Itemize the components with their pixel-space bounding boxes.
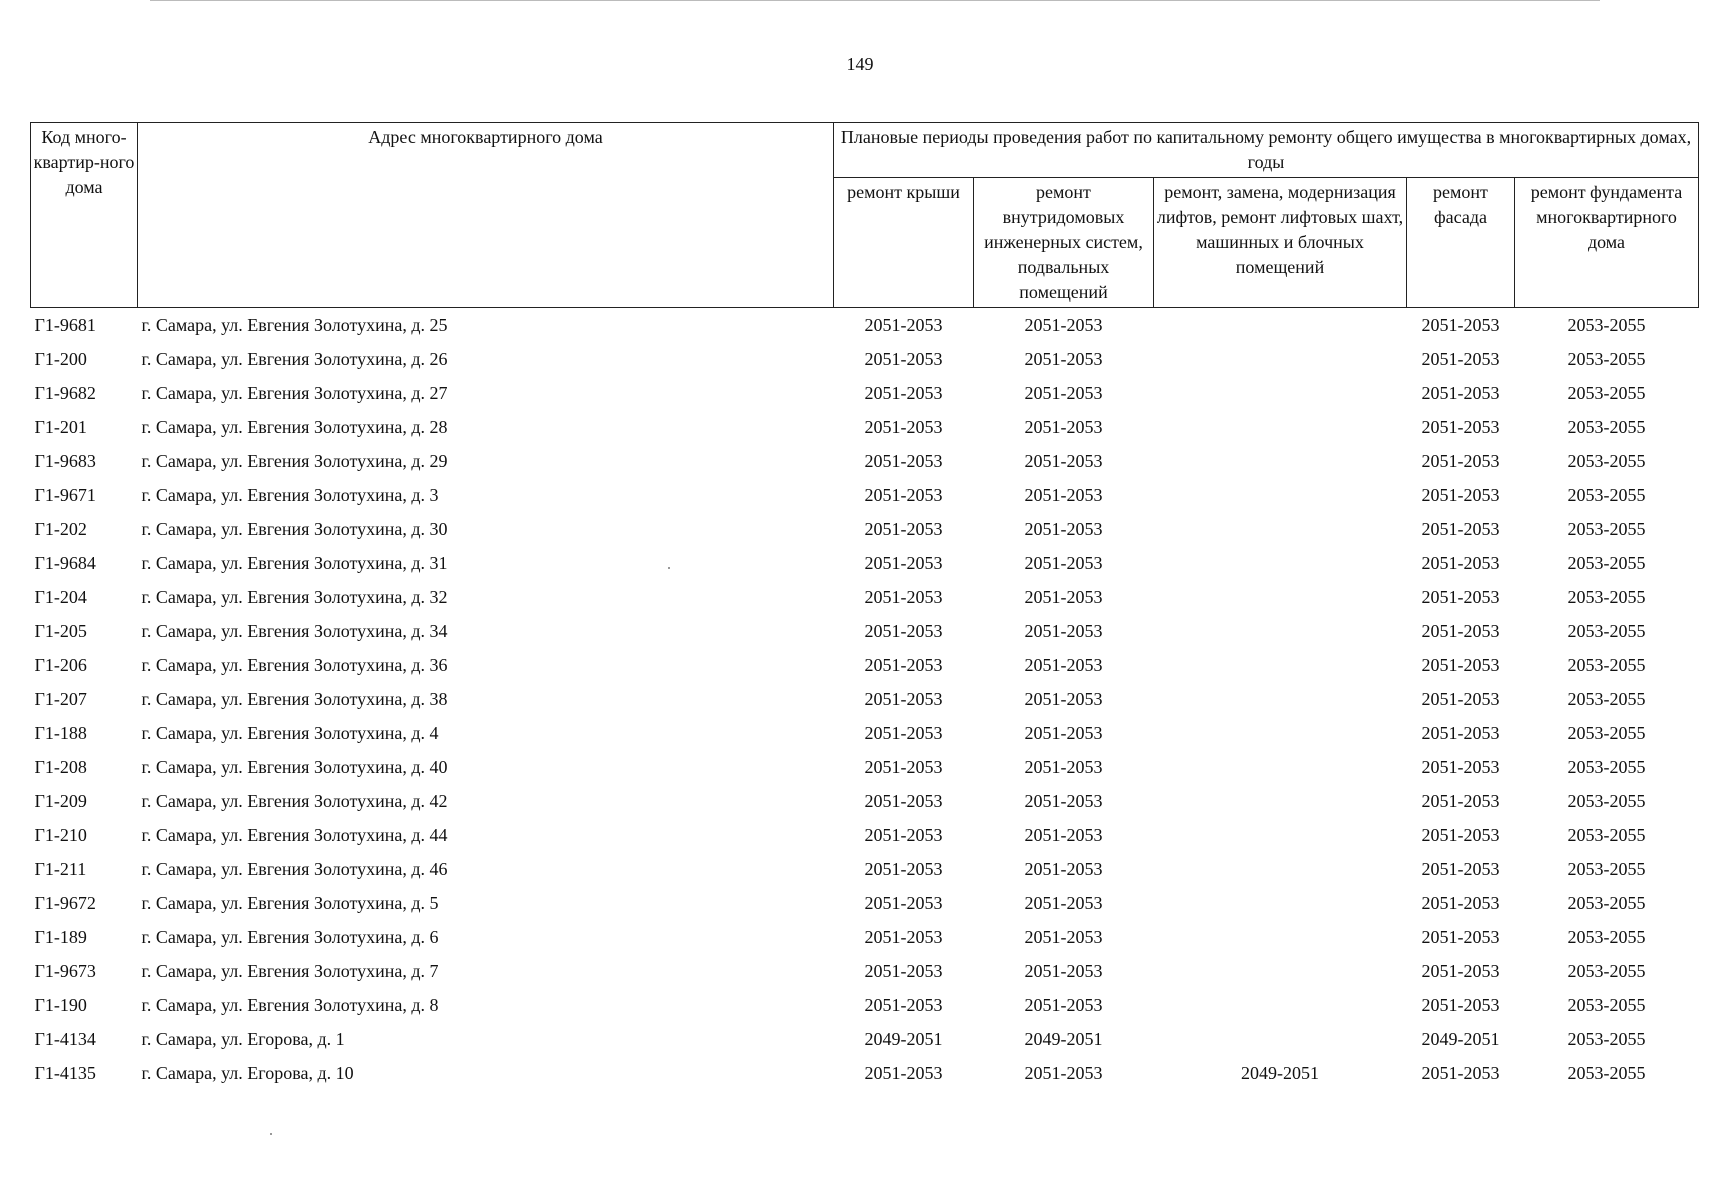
table-row xyxy=(31,308,1699,343)
cell-lifts xyxy=(1154,886,1407,920)
cell-facade: 2049-2051 xyxy=(1421,1029,1500,1049)
table-row xyxy=(31,920,1699,954)
cell-facade: 2051-2053 xyxy=(1421,791,1500,811)
cell-foundation: 2053-2055 xyxy=(1567,927,1646,947)
cell-facade: 2051-2053 xyxy=(1421,451,1500,471)
cell-address: г. Самара, ул. Егорова, д. 10 xyxy=(141,1063,354,1083)
cell-lifts: 2049-2051 xyxy=(1241,1063,1319,1083)
cell-systems: 2051-2053 xyxy=(1024,757,1103,777)
cell-lifts xyxy=(1154,614,1407,648)
cell-lifts xyxy=(1154,988,1407,1022)
cell-facade: 2051-2053 xyxy=(1421,655,1500,675)
cell-systems: 2051-2053 xyxy=(1024,1063,1103,1083)
cell-facade: 2051-2053 xyxy=(1421,893,1500,913)
cell-lifts xyxy=(1154,546,1407,580)
cell-roof: 2051-2053 xyxy=(864,655,943,675)
cell-facade: 2051-2053 xyxy=(1421,825,1500,845)
cell-address: г. Самара, ул. Евгения Золотухина, д. 7 xyxy=(141,961,439,981)
cell-lifts xyxy=(1154,410,1407,444)
cell-foundation: 2053-2055 xyxy=(1567,791,1646,811)
cell-address: г. Самара, ул. Евгения Золотухина, д. 25 xyxy=(141,315,448,335)
header-address: Адрес многоквартирного дома xyxy=(138,123,834,308)
table-row xyxy=(31,546,1699,580)
table-row xyxy=(31,342,1699,376)
cell-facade: 2051-2053 xyxy=(1421,961,1500,981)
cell-address: г. Самара, ул. Евгения Золотухина, д. 36 xyxy=(141,655,448,675)
cell-code: Г1-201 xyxy=(34,417,87,437)
cell-code: Г1-200 xyxy=(34,349,87,369)
scan-top-rule xyxy=(150,0,1600,1)
cell-roof: 2051-2053 xyxy=(864,927,943,947)
cell-address: г. Самара, ул. Евгения Золотухина, д. 8 xyxy=(141,995,439,1015)
cell-roof: 2051-2053 xyxy=(864,859,943,879)
cell-address: г. Самара, ул. Евгения Золотухина, д. 44 xyxy=(141,825,448,845)
cell-foundation: 2053-2055 xyxy=(1567,859,1646,879)
header-roof: ремонт крыши xyxy=(834,178,974,308)
cell-systems: 2051-2053 xyxy=(1024,655,1103,675)
cell-code: Г1-9673 xyxy=(34,961,96,981)
cell-lifts xyxy=(1154,920,1407,954)
table-row xyxy=(31,852,1699,886)
header-systems: ремонт внутридомовых инженерных систем, подвальных помещений xyxy=(974,178,1154,308)
cell-facade: 2051-2053 xyxy=(1421,587,1500,607)
cell-facade: 2051-2053 xyxy=(1421,383,1500,403)
cell-address: г. Самара, ул. Евгения Золотухина, д. 40 xyxy=(141,757,448,777)
cell-roof: 2051-2053 xyxy=(864,893,943,913)
table-body xyxy=(31,308,1699,1091)
cell-foundation: 2053-2055 xyxy=(1567,485,1646,505)
cell-systems: 2051-2053 xyxy=(1024,451,1103,471)
cell-code: Г1-205 xyxy=(34,621,87,641)
cell-address: г. Самара, ул. Евгения Золотухина, д. 26 xyxy=(141,349,448,369)
cell-foundation: 2053-2055 xyxy=(1567,1063,1646,1083)
cell-roof: 2051-2053 xyxy=(864,485,943,505)
table-row xyxy=(31,1056,1699,1090)
cell-facade: 2051-2053 xyxy=(1421,689,1500,709)
cell-systems: 2051-2053 xyxy=(1024,859,1103,879)
cell-roof: 2051-2053 xyxy=(864,587,943,607)
cell-address: г. Самара, ул. Евгения Золотухина, д. 6 xyxy=(141,927,439,947)
cell-roof: 2051-2053 xyxy=(864,553,943,573)
cell-facade: 2051-2053 xyxy=(1421,995,1500,1015)
cell-systems: 2051-2053 xyxy=(1024,485,1103,505)
capital-repair-table xyxy=(30,122,1699,1090)
cell-facade: 2051-2053 xyxy=(1421,1063,1500,1083)
cell-facade: 2051-2053 xyxy=(1421,621,1500,641)
table-row xyxy=(31,1022,1699,1056)
cell-foundation: 2053-2055 xyxy=(1567,451,1646,471)
header-lifts: ремонт, замена, модернизация лифтов, ремонт лифтовых шахт, машинных и блочных помещений xyxy=(1154,178,1407,308)
cell-code: Г1-9683 xyxy=(34,451,96,471)
cell-roof: 2051-2053 xyxy=(864,315,943,335)
table-row xyxy=(31,750,1699,784)
table-row xyxy=(31,716,1699,750)
cell-systems: 2051-2053 xyxy=(1024,349,1103,369)
cell-foundation: 2053-2055 xyxy=(1567,825,1646,845)
cell-address: г. Самара, ул. Евгения Золотухина, д. 32 xyxy=(141,587,448,607)
cell-facade: 2051-2053 xyxy=(1421,519,1500,539)
cell-address: г. Самара, ул. Евгения Золотухина, д. 29 xyxy=(141,451,448,471)
cell-code: Г1-204 xyxy=(34,587,87,607)
cell-lifts xyxy=(1154,648,1407,682)
cell-lifts xyxy=(1154,478,1407,512)
cell-systems: 2049-2051 xyxy=(1024,1029,1103,1049)
cell-lifts xyxy=(1154,954,1407,988)
cell-code: Г1-211 xyxy=(34,859,87,879)
cell-roof: 2051-2053 xyxy=(864,825,943,845)
cell-code: Г1-9682 xyxy=(34,383,96,403)
cell-address: г. Самара, ул. Евгения Золотухина, д. 38 xyxy=(141,689,448,709)
page-number: 149 xyxy=(846,54,874,74)
cell-systems: 2051-2053 xyxy=(1024,825,1103,845)
cell-lifts xyxy=(1154,784,1407,818)
cell-foundation: 2053-2055 xyxy=(1567,621,1646,641)
cell-code: Г1-206 xyxy=(34,655,87,675)
header-periods-group: Плановые периоды проведения работ по капитальному ремонту общего имущества в многоквартирных домах, годы xyxy=(834,123,1699,178)
cell-roof: 2051-2053 xyxy=(864,723,943,743)
table-row xyxy=(31,682,1699,716)
cell-foundation: 2053-2055 xyxy=(1567,723,1646,743)
cell-facade: 2051-2053 xyxy=(1421,417,1500,437)
cell-foundation: 2053-2055 xyxy=(1567,655,1646,675)
cell-systems: 2051-2053 xyxy=(1024,315,1103,335)
cell-address: г. Самара, ул. Евгения Золотухина, д. 30 xyxy=(141,519,448,539)
cell-address: г. Самара, ул. Егорова, д. 1 xyxy=(141,1029,345,1049)
cell-address: г. Самара, ул. Евгения Золотухина, д. 46 xyxy=(141,859,448,879)
cell-roof: 2051-2053 xyxy=(864,1063,943,1083)
cell-address: г. Самара, ул. Евгения Золотухина, д. 5 xyxy=(141,893,439,913)
header-code: Код много-квартир-ного дома xyxy=(31,123,138,308)
cell-foundation: 2053-2055 xyxy=(1567,417,1646,437)
cell-code: Г1-207 xyxy=(34,689,87,709)
cell-facade: 2051-2053 xyxy=(1421,859,1500,879)
header-facade: ремонт фасада xyxy=(1407,178,1515,308)
cell-facade: 2051-2053 xyxy=(1421,757,1500,777)
cell-code: Г1-210 xyxy=(34,825,87,845)
cell-facade: 2051-2053 xyxy=(1421,349,1500,369)
cell-code: Г1-9671 xyxy=(34,485,96,505)
cell-address: г. Самара, ул. Евгения Золотухина, д. 4 xyxy=(141,723,439,743)
cell-roof: 2051-2053 xyxy=(864,451,943,471)
cell-systems: 2051-2053 xyxy=(1024,417,1103,437)
cell-lifts xyxy=(1154,716,1407,750)
cell-lifts xyxy=(1154,1022,1407,1056)
table-row xyxy=(31,444,1699,478)
cell-systems: 2051-2053 xyxy=(1024,553,1103,573)
cell-roof: 2051-2053 xyxy=(864,383,943,403)
cell-foundation: 2053-2055 xyxy=(1567,961,1646,981)
table-row xyxy=(31,410,1699,444)
cell-code: Г1-4134 xyxy=(34,1029,96,1049)
cell-facade: 2051-2053 xyxy=(1421,723,1500,743)
cell-systems: 2051-2053 xyxy=(1024,791,1103,811)
cell-foundation: 2053-2055 xyxy=(1567,587,1646,607)
cell-foundation: 2053-2055 xyxy=(1567,349,1646,369)
cell-roof: 2051-2053 xyxy=(864,621,943,641)
cell-roof: 2051-2053 xyxy=(864,689,943,709)
cell-systems: 2051-2053 xyxy=(1024,893,1103,913)
table-row xyxy=(31,614,1699,648)
cell-lifts xyxy=(1154,818,1407,852)
cell-lifts xyxy=(1154,682,1407,716)
cell-systems: 2051-2053 xyxy=(1024,723,1103,743)
cell-foundation: 2053-2055 xyxy=(1567,315,1646,335)
cell-lifts xyxy=(1154,376,1407,410)
cell-roof: 2051-2053 xyxy=(864,519,943,539)
cell-roof: 2051-2053 xyxy=(864,417,943,437)
cell-foundation: 2053-2055 xyxy=(1567,553,1646,573)
cell-systems: 2051-2053 xyxy=(1024,689,1103,709)
cell-code: Г1-209 xyxy=(34,791,87,811)
cell-address: г. Самара, ул. Евгения Золотухина, д. 27 xyxy=(141,383,448,403)
cell-code: Г1-9681 xyxy=(34,315,96,335)
cell-roof: 2049-2051 xyxy=(864,1029,943,1049)
cell-address: г. Самара, ул. Евгения Золотухина, д. 3 xyxy=(141,485,439,505)
table-row xyxy=(31,512,1699,546)
cell-address: г. Самара, ул. Евгения Золотухина, д. 28 xyxy=(141,417,448,437)
scan-speck xyxy=(270,1133,272,1135)
cell-facade: 2051-2053 xyxy=(1421,927,1500,947)
header-foundation: ремонт фундамента многоквартирного дома xyxy=(1515,178,1699,308)
cell-code: Г1-190 xyxy=(34,995,87,1015)
cell-address: г. Самара, ул. Евгения Золотухина, д. 42 xyxy=(141,791,448,811)
cell-foundation: 2053-2055 xyxy=(1567,995,1646,1015)
cell-lifts xyxy=(1154,750,1407,784)
cell-systems: 2051-2053 xyxy=(1024,383,1103,403)
table-row xyxy=(31,988,1699,1022)
cell-code: Г1-4135 xyxy=(34,1063,96,1083)
scan-speck xyxy=(668,567,670,569)
cell-roof: 2051-2053 xyxy=(864,349,943,369)
cell-lifts xyxy=(1154,308,1407,343)
cell-foundation: 2053-2055 xyxy=(1567,1029,1646,1049)
table-row xyxy=(31,954,1699,988)
cell-systems: 2051-2053 xyxy=(1024,587,1103,607)
cell-systems: 2051-2053 xyxy=(1024,621,1103,641)
cell-facade: 2051-2053 xyxy=(1421,485,1500,505)
table-row xyxy=(31,784,1699,818)
cell-systems: 2051-2053 xyxy=(1024,927,1103,947)
cell-code: Г1-208 xyxy=(34,757,87,777)
cell-foundation: 2053-2055 xyxy=(1567,757,1646,777)
table-row xyxy=(31,478,1699,512)
cell-code: Г1-189 xyxy=(34,927,87,947)
cell-systems: 2051-2053 xyxy=(1024,995,1103,1015)
cell-foundation: 2053-2055 xyxy=(1567,893,1646,913)
cell-lifts xyxy=(1154,444,1407,478)
table-row xyxy=(31,648,1699,682)
cell-foundation: 2053-2055 xyxy=(1567,383,1646,403)
cell-roof: 2051-2053 xyxy=(864,995,943,1015)
table-row xyxy=(31,818,1699,852)
cell-facade: 2051-2053 xyxy=(1421,315,1500,335)
cell-facade: 2051-2053 xyxy=(1421,553,1500,573)
cell-foundation: 2053-2055 xyxy=(1567,689,1646,709)
cell-lifts xyxy=(1154,512,1407,546)
table-row xyxy=(31,376,1699,410)
table-row xyxy=(31,580,1699,614)
cell-address: г. Самара, ул. Евгения Золотухина, д. 31 xyxy=(141,553,448,573)
cell-lifts xyxy=(1154,580,1407,614)
cell-lifts xyxy=(1154,342,1407,376)
cell-roof: 2051-2053 xyxy=(864,757,943,777)
cell-code: Г1-9672 xyxy=(34,893,96,913)
cell-roof: 2051-2053 xyxy=(864,791,943,811)
cell-systems: 2051-2053 xyxy=(1024,519,1103,539)
cell-foundation: 2053-2055 xyxy=(1567,519,1646,539)
cell-address: г. Самара, ул. Евгения Золотухина, д. 34 xyxy=(141,621,448,641)
cell-code: Г1-202 xyxy=(34,519,87,539)
cell-lifts xyxy=(1154,852,1407,886)
cell-systems: 2051-2053 xyxy=(1024,961,1103,981)
cell-code: Г1-188 xyxy=(34,723,87,743)
table-row xyxy=(31,886,1699,920)
cell-roof: 2051-2053 xyxy=(864,961,943,981)
cell-code: Г1-9684 xyxy=(34,553,96,573)
